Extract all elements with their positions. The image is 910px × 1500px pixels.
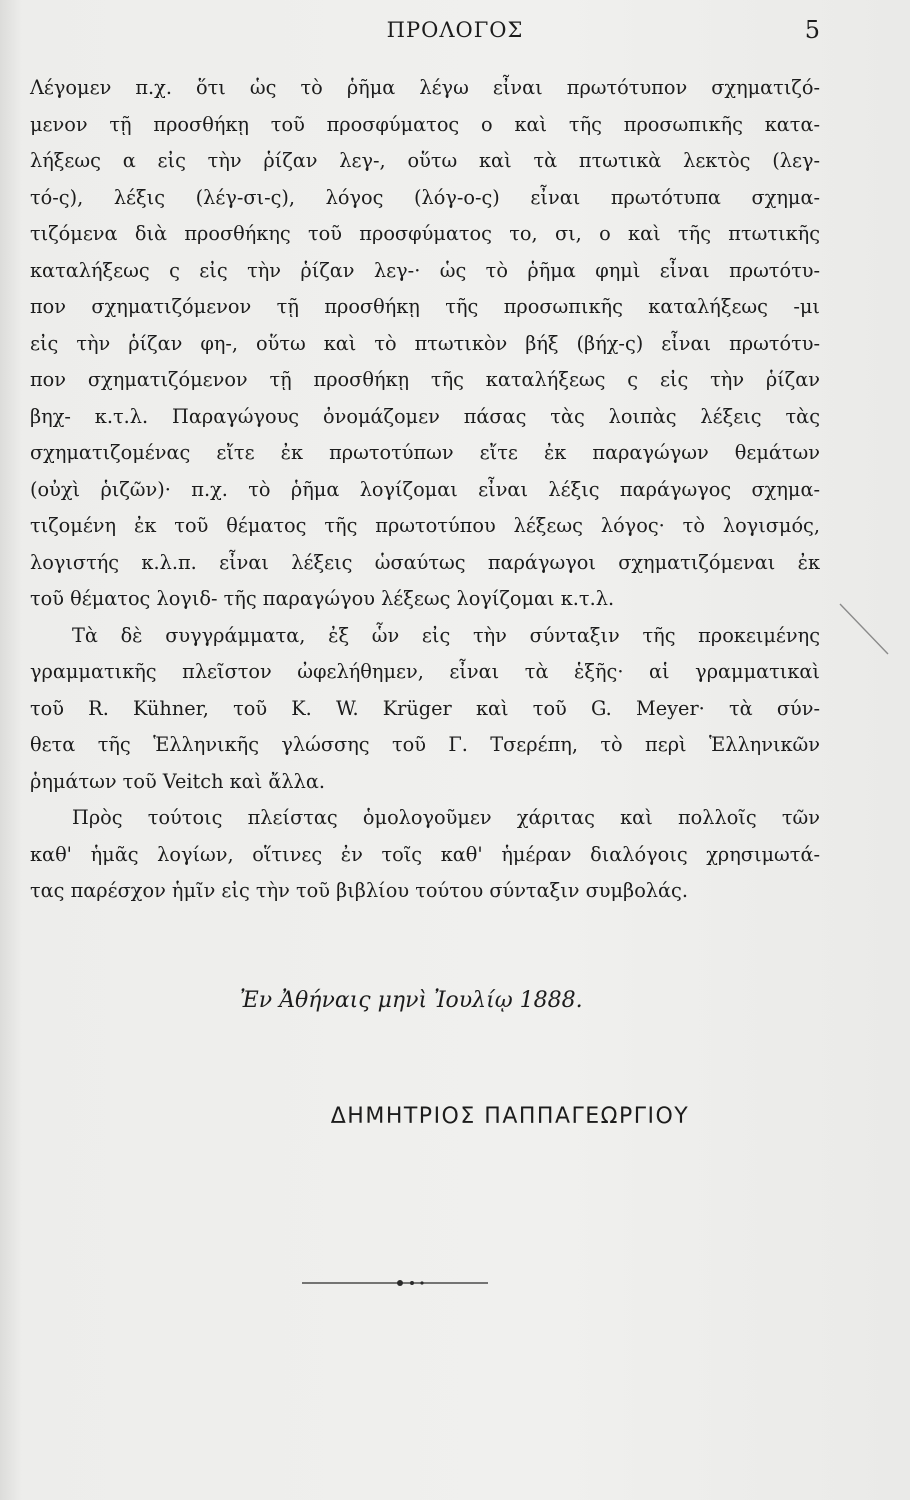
text-line: λήξεως α εἰς τὴν ῥίζαν λεγ-, οὕτω καὶ τὰ πτωτικὰ λεκτὸς (λεγ- (30, 149, 820, 172)
text-line: τό-ς), λέξις (λέγ-σι-ς), λόγος (λόγ-ο-ς) εἶναι πρωτότυπα σχημα- (30, 185, 820, 209)
pencil-mark (834, 600, 894, 660)
text-line: Τὰ δὲ συγγράμματα, ἐξ ὧν εἰς τὴν σύνταξιν τῆς προκειμένης (72, 623, 820, 647)
author-signature: ΔΗΜΗΤΡΙΟΣ ΠΑΠΠΑΓΕΩΡΓΙΟΥ (330, 1104, 690, 1129)
ornament-rule (300, 1276, 490, 1290)
text-line: τιζομένη ἐκ τοῦ θέματος τῆς πρωτοτύπου λέξεως λόγος· τὸ λογισμός, (30, 514, 820, 537)
text-line: πον σχηματιζόμενον τῇ προσθήκῃ τῆς καταλήξεως ς εἰς τὴν ῥίζαν (30, 368, 820, 391)
text-line: καθ' ἡμᾶς λογίων, οἵτινες ἐν τοῖς καθ' ἡμέραν διαλόγοις χρησιμωτά- (30, 842, 820, 866)
text-line: τοῦ R. Kühner, τοῦ K. W. Krüger καὶ τοῦ G. Meyer· τὰ σύν- (30, 696, 820, 720)
text-line: τας παρέσχον ἡμῖν εἰς τὴν τοῦ βιβλίου τούτου σύνταξιν συμβολάς. (30, 879, 688, 902)
text-line: πον σχηματιζόμενον τῇ προσθήκῃ τῆς προσωπικῆς καταλήξεως -μι (30, 295, 820, 318)
text-line: τιζόμενα διὰ προσθήκης τοῦ προσφύματος το, σι, ο καὶ τῆς πτωτικῆς (30, 222, 820, 245)
text-line: καταλήξεως ς εἰς τὴν ῥίζαν λεγ-· ὡς τὸ ῥῆμα φημὶ εἶναι πρωτότυ- (30, 258, 820, 282)
text-line: θετα τῆς Ἑλληνικῆς γλώσσης τοῦ Γ. Τσερέπη, τὸ περὶ Ἑλληνικῶν (30, 733, 820, 756)
page-header (0, 14, 910, 50)
preface-body (30, 70, 820, 910)
running-head: ΠΡΟΛΟΓΟΣ (386, 18, 524, 42)
text-line: Λέγομεν π.χ. ὅτι ὡς τὸ ῥῆμα λέγω εἶναι πρωτότυπον σχηματιζό- (30, 76, 820, 99)
text-line: μενον τῇ προσθήκῃ τοῦ προσφύματος ο καὶ τῆς προσωπικῆς κατα- (30, 112, 820, 136)
text-line: Πρὸς τούτοις πλείστας ὁμολογοῦμεν χάριτας καὶ πολλοῖς τῶν (72, 806, 820, 829)
text-line: ῥημάτων τοῦ Veitch καὶ ἄλλα. (30, 769, 325, 793)
text-line: εἰς τὴν ῥίζαν φη-, οὕτω καὶ τὸ πτωτικὸν βήξ (βήχ-ς) εἶναι πρωτότυ- (30, 331, 820, 355)
dateline: Ἐν Ἀθήναις μηνὶ Ἰουλίῳ 1888. (240, 988, 583, 1013)
text-line: (οὐχὶ ῥιζῶν)· π.χ. τὸ ῥῆμα λογίζομαι εἶναι λέξις παράγωγος σχημα- (30, 477, 820, 501)
text-line: γραμματικῆς πλεῖστον ὠφελήθημεν, εἶναι τὰ ἑξῆς· αἱ γραμματικαὶ (30, 660, 820, 683)
page-number: 5 (804, 16, 820, 44)
text-line: βηχ- κ.τ.λ. Παραγώγους ὀνομάζομεν πάσας τὰς λοιπὰς λέξεις τὰς (30, 404, 820, 428)
text-line: λογιστής κ.λ.π. εἶναι λέξεις ὡσαύτως παράγωγοι σχηματιζόμεναι ἐκ (30, 550, 820, 574)
text-line: τοῦ θέματος λογιδ- τῆς παραγώγου λέξεως λογίζομαι κ.τ.λ. (30, 587, 615, 610)
text-line: σχηματιζομένας εἴτε ἐκ πρωτοτύπων εἴτε ἐκ παραγώγων θεμάτων (30, 441, 820, 464)
